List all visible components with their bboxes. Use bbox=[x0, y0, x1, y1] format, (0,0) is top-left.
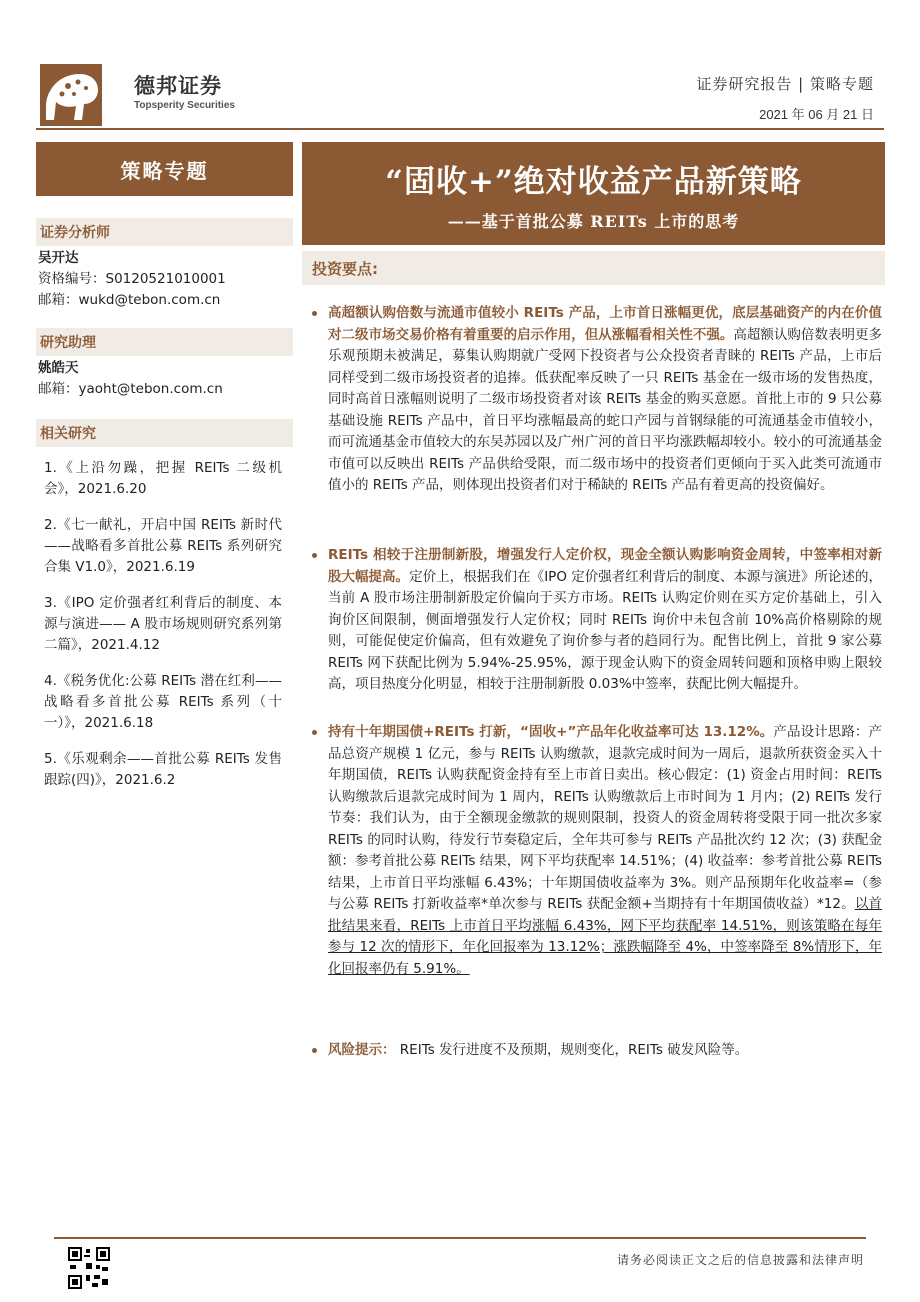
analyst-info bbox=[38, 248, 226, 311]
brand-name: 德邦证券 bbox=[134, 74, 222, 98]
keypoint-3 bbox=[314, 722, 882, 980]
related-item[interactable]: 3.《IPO 定价强者红利背后的制度、本源与演进—— A 股市场规则研究系列第二篇》，2021.4.12 bbox=[44, 595, 282, 653]
risk-warning bbox=[314, 1040, 882, 1062]
footer-divider bbox=[54, 1237, 866, 1239]
keypoint-1 bbox=[314, 303, 882, 497]
keypoint-2 bbox=[314, 545, 882, 696]
analyst-email[interactable]: 邮箱：wukd@tebon.com.cn bbox=[38, 292, 221, 308]
analyst-cert: 资格编号：S0120521010001 bbox=[38, 271, 226, 287]
title-banner bbox=[302, 142, 885, 245]
keypoint-text: 定价上，根据我们在《IPO 定价强者红利背后的制度、本源与演进》所论述的，当前 A 股市场注册制新股定价偏向于买方市场。REITs 认购定价则在买方定价基础上，引入询价区间限制，侧面增强发行人定价权；同时 REITs 询价中未包含前 10%高价格剔除的规则，可能促使定价偏高，但有效避免了询价参与者的趋同行为。配售比例上，首批 9 家公募 REITs 网下获配比例为 5.94%-25.95%，源于现金认购下的资金周转问题和顶格申购上限较高，项目热度分化明显，相较于注册制新股 0.03%中签率，获配比例大幅提升。 bbox=[328, 568, 883, 692]
keypoint-lead: 高超额认购倍数与流通市值较小 REITs 产品，上市首日涨幅更优，底层基础资产的内在价值对二级市场交易价格有着重要的启示作用，但从涨幅看相关性不强。 bbox=[328, 305, 882, 343]
assistant-email[interactable]: 邮箱：yaoht@tebon.com.cn bbox=[38, 381, 223, 397]
report-date: 2021 年 06 月 21 日 bbox=[759, 107, 874, 122]
bullet-icon bbox=[312, 730, 317, 735]
report-subtitle: ——基于首批公募 REITs 上市的思考 bbox=[447, 212, 740, 231]
company-logo bbox=[40, 64, 102, 126]
related-heading: 相关研究 bbox=[36, 419, 293, 447]
related-item[interactable]: 4.《税务优化:公募 REITs 潜在红利——战略看多首批公募 REITs 系列（十一）》，2021.6.18 bbox=[44, 673, 282, 731]
header-divider bbox=[36, 128, 884, 130]
related-item[interactable]: 5.《乐观剩余——首批公募 REITs 发售跟踪(四)》，2021.6.2 bbox=[44, 751, 282, 788]
qr-code-icon bbox=[68, 1247, 110, 1289]
analyst-heading: 证券分析师 bbox=[36, 218, 293, 246]
risk-label: 风险提示： bbox=[328, 1042, 396, 1058]
category-tag: 策略专题 bbox=[36, 142, 293, 196]
brand-name-en: Topsperity Securities bbox=[134, 100, 235, 111]
keypoint-conclusion: 以首批结果来看，REITs 上市首日平均涨幅 6.43%，网下平均获配率 14.51%，则该策略在每年参与 12 次的情形下，年化回报率为 13.12%；涨跌幅降至 4%，中签率降至 8%情形下，年化回报率仍有 5.91%。 bbox=[328, 896, 883, 977]
risk-text: REITs 发行进度不及预期，规则变化，REITs 破发风险等。 bbox=[399, 1042, 749, 1058]
assistant-name: 姚皓天 bbox=[38, 360, 79, 376]
keypoints-heading: 投资要点: bbox=[302, 251, 885, 285]
bullet-icon bbox=[312, 311, 317, 316]
keypoint-text: 产品设计思路：产品总资产规模 1 亿元，参与 REITs 认购缴款，退款完成时间为一周后，退款所获资金买入十年期国债，REITs 认购获配资金持有至上市首日卖出。核心假定：(1) 资金占用时间：REITs 认购缴款后退款完成时间为 1 周内，REITs 认购缴款后上市时间为 1 月内；(2) REITs 发行节奏：我们认为，由于全额现金缴款的规则限制，投资人的资金周转将受限于同一批次多家 REITs 的同时认购，待发行节奏稳定后，全年共可参与 REITs 产品批次约 12 次；(3) 获配金额：参考首批公募 REITs 结果，网下平均获配率 14.51%；(4) 收益率：参考首批公募 REITs 结果，上市首日平均涨幅 6.43%；十年期国债收益率为 3%。则产品预期年化收益率=（参与公募 REITs 打新收益率*单次参与 REITs 获配金额+当期持有十年期国债收益）*12。 bbox=[328, 724, 883, 912]
keypoint-lead: 持有十年期国债+REITs 打新，“固收+”产品年化收益率可达 13.12%。 bbox=[328, 724, 774, 740]
bullet-icon bbox=[312, 553, 317, 558]
disclaimer-note: 请务必阅读正文之后的信息披露和法律声明 bbox=[616, 1253, 864, 1267]
related-research-list bbox=[44, 458, 282, 806]
report-title: “固收+”绝对收益产品新策略 bbox=[385, 164, 802, 200]
assistant-info bbox=[38, 358, 223, 400]
assistant-heading: 研究助理 bbox=[36, 328, 293, 356]
bullet-icon bbox=[312, 1048, 317, 1053]
report-type: 证券研究报告 | 策略专题 bbox=[696, 75, 874, 93]
related-item[interactable]: 1.《上沿勿躁，把握 REITs 二级机会》，2021.6.20 bbox=[44, 460, 282, 497]
analyst-name: 吴开达 bbox=[38, 250, 79, 266]
keypoint-text: 高超额认购倍数表明更多乐观预期未被满足，募集认购期就广受网下投资者与公众投资者青睐的 REITs 产品，上市后同样受到二级市场投资者的追捧。低获配率反映了一只 REITs 基金在一级市场的发售热度，同时高首日涨幅则说明了二级市场投资者对该 REITs 基金的购买意愿。首批上市的 9 只公募基础设施 REITs 产品中，首日平均涨幅最高的蛇口产园与首钢绿能的可流通基金市值较小，而可流通基金市值较大的东吴苏园以及广州广河的首日平均涨跌幅却较小。较小的可流通基金市值可以反映出 REITs 产品供给受限，而二级市场中的投资者们更倾向于买入此类可流通市值小的 REITs 产品，则体现出投资者们对于稀缺的 REITs 产品有着更高的投资偏好。 bbox=[328, 326, 882, 493]
related-item[interactable]: 2.《七一献礼，开启中国 REITs 新时代——战略看多首批公募 REITs 系列研究合集 V1.0》，2021.6.19 bbox=[44, 517, 282, 575]
keypoint-lead: REITs 相较于注册制新股，增强发行人定价权，现金全额认购影响资金周转，中签率相对新股大幅提高。 bbox=[328, 547, 882, 585]
